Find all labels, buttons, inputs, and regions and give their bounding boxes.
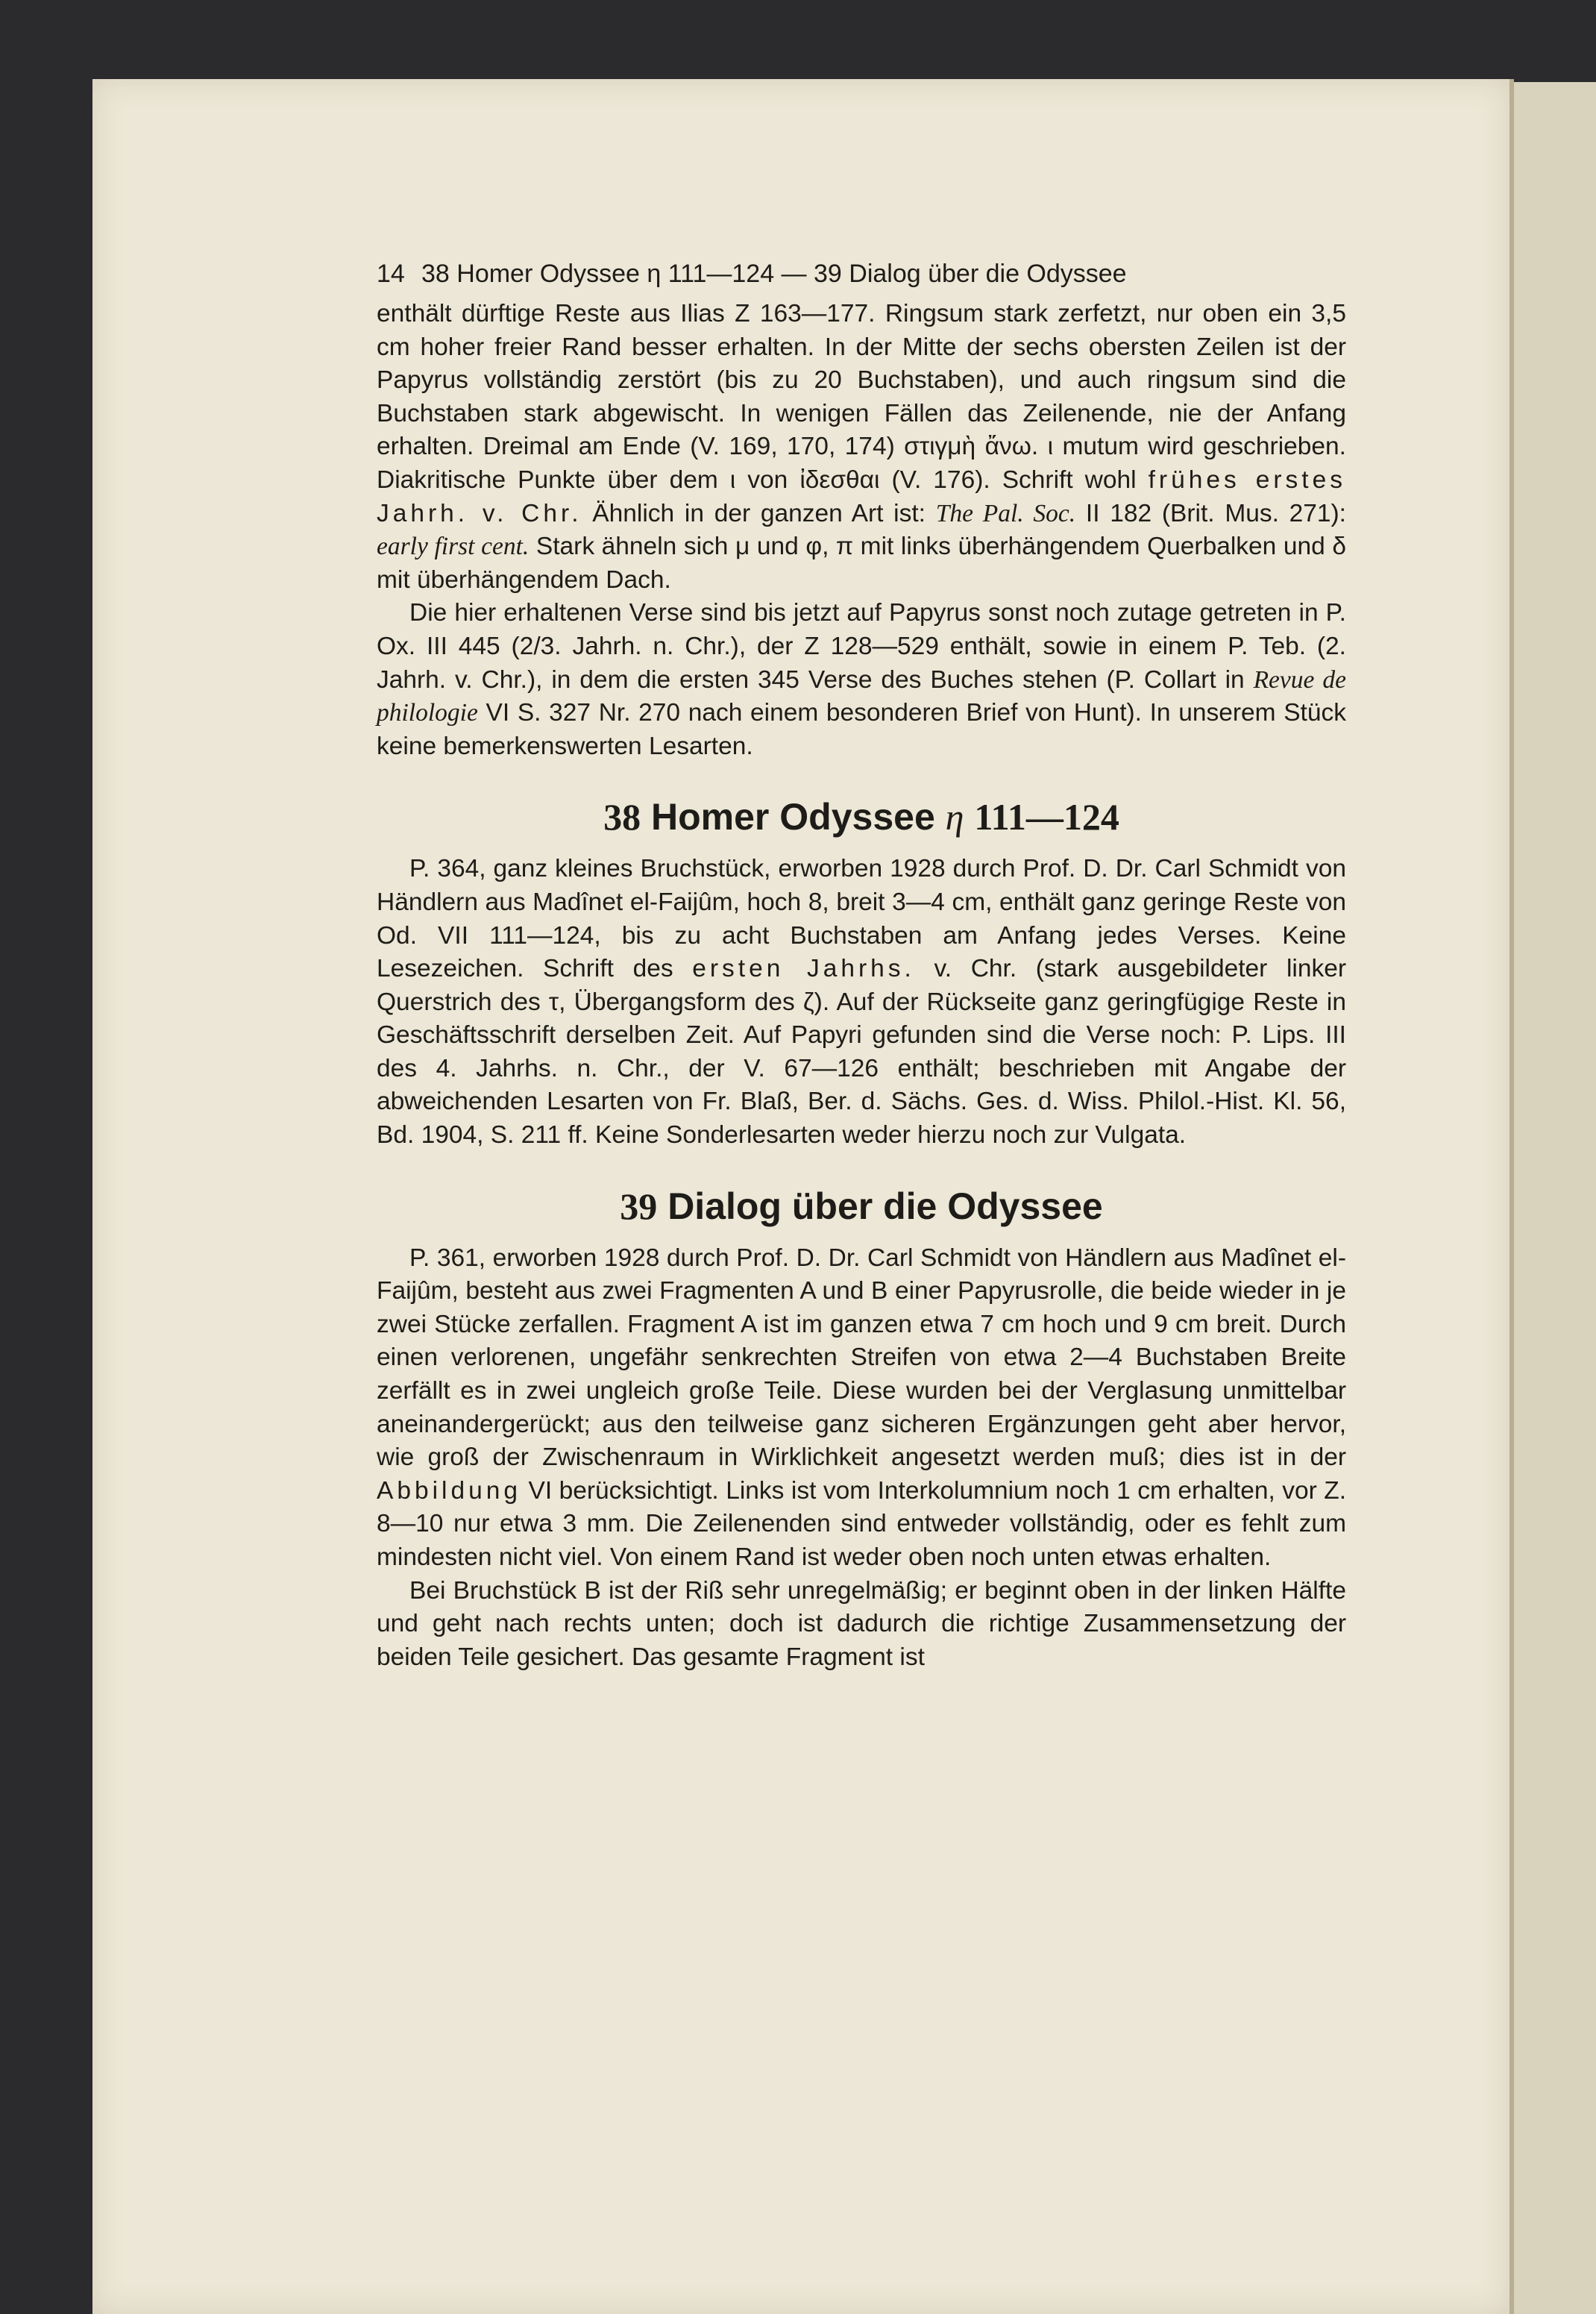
text-run: Ähnlich in der ganzen Art ist: xyxy=(582,499,936,527)
running-head xyxy=(377,257,1346,290)
text-run: Die hier erhaltenen Verse sind bis jetzt auf Papyrus sonst noch zutage getreten in P. Ox. III 445 (2/3. Jahrh. n. Chr.), der Z 128—529 enthält, sowie in einem P. Teb. (2. Jahrh. v. Chr.), in dem die ersten 345 Verse des Buches stehen (P. Collart in xyxy=(377,599,1346,694)
section-37-paragraph-2 xyxy=(377,597,1346,763)
page-text xyxy=(377,257,1346,1674)
page-gutter xyxy=(1509,79,1514,2314)
section-39-paragraph-1 xyxy=(377,1242,1346,1575)
greek-book-letter: η xyxy=(945,796,964,838)
running-head-text: 38 Homer Odyssee η 111—124 — 39 Dialog über die Odyssee xyxy=(421,260,1127,288)
text-run: VI berücksichtigt. Links ist vom Interkolumnium noch 1 cm erhalten, vor Z. 8—10 nur etwa 3 mm. Die Zeilenenden sind entweder vollständig, oder es fehlt zum mindesten nicht viel. Von einem Rand ist weder oben noch unten etwas erhalten. xyxy=(377,1476,1346,1571)
spaced-date: ersten Jahrhs. xyxy=(692,955,915,983)
section-title-text: Homer Odyssee xyxy=(651,796,935,838)
next-page-edge xyxy=(1514,82,1596,2314)
page-number: 14 xyxy=(377,260,405,288)
section-number: 38 xyxy=(603,796,641,838)
text-run: enthält dürftige Reste aus Ilias Z 163—177. Ringsum stark zerfetzt, nur oben ein 3,5 cm hoher freier Rand besser erhalten. In der Mitte der sechs obersten Zeilen ist der Papyrus vollständig zerstört (bis zu 20 Buchstaben), und auch ringsum sind die Buchstaben stark abgewischt. In wenigen Fällen das Zeilenende, nie der Anfang erhalten. Dreimal am Ende (V. 169, 170, 174) στιγμὴ ἄνω. ι mutum wird geschrieben. Diakritische Punkte über dem ι von ἰδεσθαι (V. 176). Schrift wohl xyxy=(377,300,1346,494)
text-run: Stark ähneln sich μ und φ, π mit links überhängendem Querbalken und δ mit überhängendem Dach. xyxy=(377,533,1347,594)
section-title-text: Dialog über die Odyssee xyxy=(667,1185,1103,1227)
section-number: 39 xyxy=(620,1185,658,1227)
section-38-paragraph-1 xyxy=(377,853,1346,1152)
text-run: P. 361, erworben 1928 durch Prof. D. Dr. Carl Schmidt von Händlern aus Madînet el-Faijûm, besteht aus zwei Fragmenten A und B einer Papyrusrolle, die beide wieder in je zwei Stücke zerfallen. Fragment A ist im ganzen etwa 7 cm hoch und 9 cm breit. Durch einen verlorenen, ungefähr senkrechten Streifen von etwa 2—4 Buchstaben Breite zerfällt es in zwei ungleich große Teile. Diese wurden bei der Verglasung unmittelbar aneinandergerückt; aus den teilweise ganz sicheren Ergänzungen geht aber hervor, wie groß der Zwischenraum in Wirklichkeit angesetzt werden muß; dies ist in der xyxy=(377,1244,1346,1472)
text-run: II 182 (Brit. Mus. 271): xyxy=(1075,499,1346,527)
spaced-date: frühes erstes Jahrh. v. Chr. xyxy=(377,465,1346,527)
italic-citation: early first cent. xyxy=(377,533,530,561)
italic-citation: The Pal. Soc. xyxy=(935,499,1076,527)
italic-journal: Revue de philologie xyxy=(377,665,1346,727)
text-run: VI S. 327 Nr. 270 nach einem besonderen Brief von Hunt). In unserem Stück keine bemerkenswerten Lesarten. xyxy=(377,699,1346,760)
section-38-heading xyxy=(377,794,1346,839)
spaced-word: Abbildung xyxy=(377,1476,522,1505)
text-run: v. Chr. (stark ausgebildeter linker Querstrich des τ, Übergangsform des ζ). Auf der Rückseite ganz geringfügige Reste in Geschäftsschrift derselben Zeit. Auf Papyri gefunden sind die Verse noch: P. Lips. III des 4. Jahrhs. n. Chr., der V. 67—126 enthält; beschrieben mit Angabe der abweichenden Lesarten von Fr. Blaß, Ber. d. Sächs. Ges. d. Wiss. Philol.-Hist. Kl. 56, Bd. 1904, S. 211 ff. Keine Sonderlesarten weder hierzu noch zur Vulgata. xyxy=(377,955,1346,1150)
section-37-paragraph-1 xyxy=(377,298,1346,597)
section-39-paragraph-2: Bei Bruchstück B ist der Riß sehr unregelmäßig; er beginnt oben in der linken Hälfte und geht nach rechts unten; doch ist dadurch die richtige Zusammensetzung der beiden Teile gesichert. Das gesamte Fragment ist xyxy=(377,1576,1346,1671)
verse-range: 111—124 xyxy=(974,796,1119,838)
text-run: P. 364, ganz kleines Bruchstück, erworben 1928 durch Prof. D. Dr. Carl Schmidt von Händlern aus Madînet el-Faijûm, hoch 8, breit 3—4 cm, enthält ganz geringe Reste von Od. VII 111—124, bis zu acht Buchstaben am Anfang jedes Verses. Keine Lesezeichen. Schrift des xyxy=(377,855,1346,983)
section-39-heading xyxy=(377,1184,1346,1229)
